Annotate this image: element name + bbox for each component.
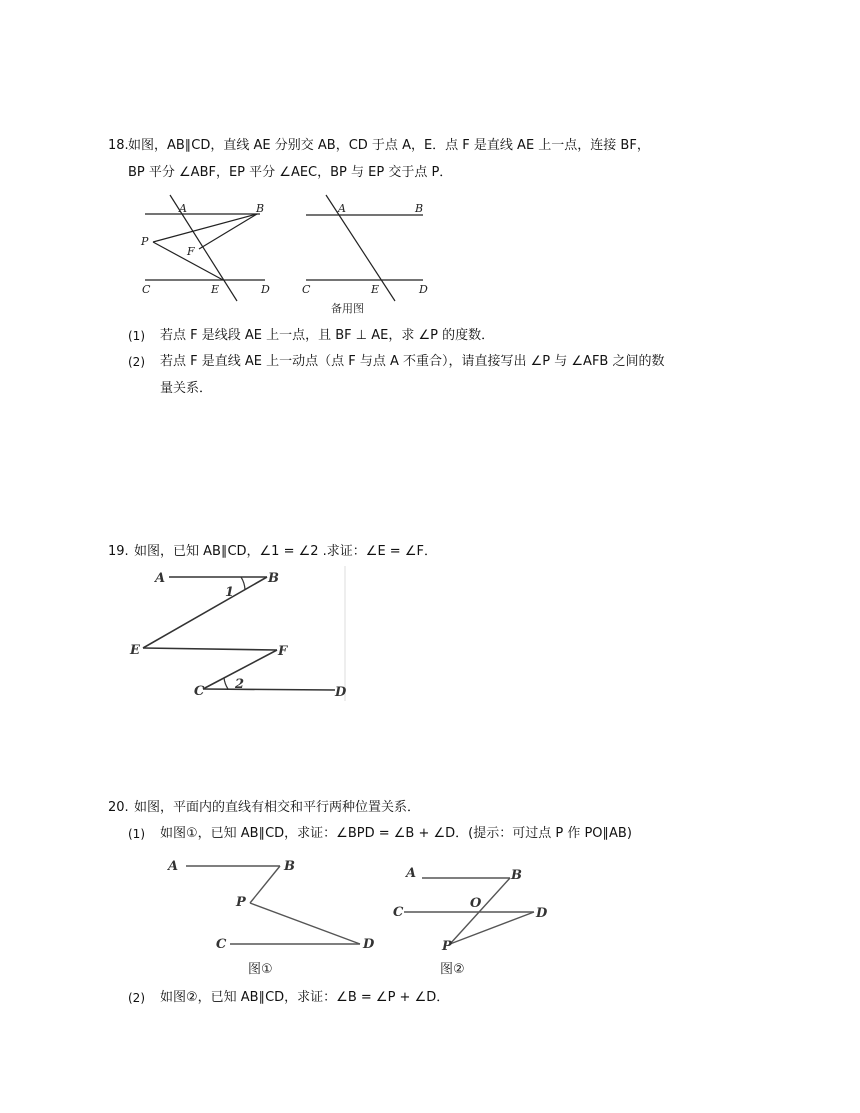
q20-fig1-label-D: D — [363, 937, 375, 952]
q20-fig1-label-P: P — [236, 895, 246, 910]
q19-label-C: C — [194, 684, 205, 699]
q18-number: 18. — [108, 138, 129, 153]
q18-sub1-text: 若点 F 是线段 AE 上一点，且 BF ⊥ AE，求 ∠P 的度数． — [160, 328, 495, 343]
q20-fig1-caption: 图① — [248, 962, 273, 977]
q19-figure — [125, 566, 355, 701]
q20-figure-2 — [390, 855, 560, 980]
q18-fig2-label-D: D — [419, 283, 428, 296]
q20-fig2-label-P: P — [442, 939, 452, 954]
q18-sub2-text-line1: 若点 F 是直线 AE 上一动点（点 F 与点 A 不重合），请直接写出 ∠P 与 ∠AFB 之间的数 — [160, 354, 665, 369]
q19-label-B: B — [268, 571, 279, 586]
q18-figure-main — [135, 195, 295, 310]
q20-fig2-label-D: D — [536, 906, 548, 921]
q19-label-D: D — [335, 685, 347, 700]
q20-sub2-number: (2) — [128, 991, 145, 1005]
q20-fig2-label-O: O — [470, 896, 482, 911]
q18-sub2-text-line2: 量关系． — [160, 381, 213, 396]
q19-label-F: F — [278, 644, 288, 659]
q20-fig2-label-C: C — [393, 905, 404, 920]
q18-fig1-label-C: C — [142, 283, 151, 296]
q18-sub2-number: (2) — [128, 355, 145, 369]
q18-fig2-caption: 备用图 — [331, 302, 364, 315]
q18-sub1-number: (1) — [128, 329, 145, 343]
q18-fig1-label-D: D — [261, 283, 270, 296]
q19-label-2: 2 — [235, 677, 245, 692]
q18-fig1-label-B: B — [256, 202, 265, 215]
q20-sub1-text: 如图①，已知 AB∥CD，求证：∠BPD = ∠B + ∠D．(提示：可过点 P 作 PO∥AB) — [160, 826, 632, 841]
q20-fig2-label-B: B — [511, 868, 522, 883]
q19-number: 19. — [108, 544, 129, 559]
q20-fig2-label-A: A — [406, 866, 417, 881]
q20-fig1-label-C: C — [216, 937, 227, 952]
q18-text-line2: BP 平分 ∠ABF，EP 平分 ∠AEC，BP 与 EP 交于点 P． — [128, 165, 453, 180]
q19-text: 如图，已知 AB∥CD，∠1 = ∠2 .求证：∠E = ∠F． — [134, 544, 437, 559]
q20-number: 20. — [108, 800, 129, 815]
q18-fig1-label-A: A — [179, 202, 187, 215]
q19-label-A: A — [155, 571, 166, 586]
q18-fig2-label-A: A — [338, 202, 346, 215]
q19-label-1: 1 — [225, 585, 235, 600]
q20-fig1-label-B: B — [284, 859, 295, 874]
q20-sub2-text: 如图②，已知 AB∥CD，求证：∠B = ∠P + ∠D． — [160, 990, 450, 1005]
q20-text: 如图，平面内的直线有相交和平行两种位置关系． — [134, 800, 421, 815]
q18-fig1-label-P: P — [141, 235, 149, 248]
q20-fig2-caption: 图② — [440, 962, 465, 977]
q18-fig2-label-C: C — [302, 283, 311, 296]
q18-fig2-label-E: E — [371, 283, 380, 296]
q18-text-line1: 如图，AB∥CD，直线 AE 分别交 AB，CD 于点 A，E．点 F 是直线 AE 上一点，连接 BF， — [128, 138, 650, 153]
q20-figure-1 — [160, 855, 390, 980]
q18-fig1-label-E: E — [211, 283, 220, 296]
q20-sub1-number: (1) — [128, 827, 145, 841]
q18-fig1-label-F: F — [187, 245, 195, 258]
q18-fig2-label-B: B — [415, 202, 424, 215]
q18-figure-backup — [298, 195, 448, 320]
q20-fig1-label-A: A — [168, 859, 179, 874]
q19-label-E: E — [130, 643, 140, 658]
